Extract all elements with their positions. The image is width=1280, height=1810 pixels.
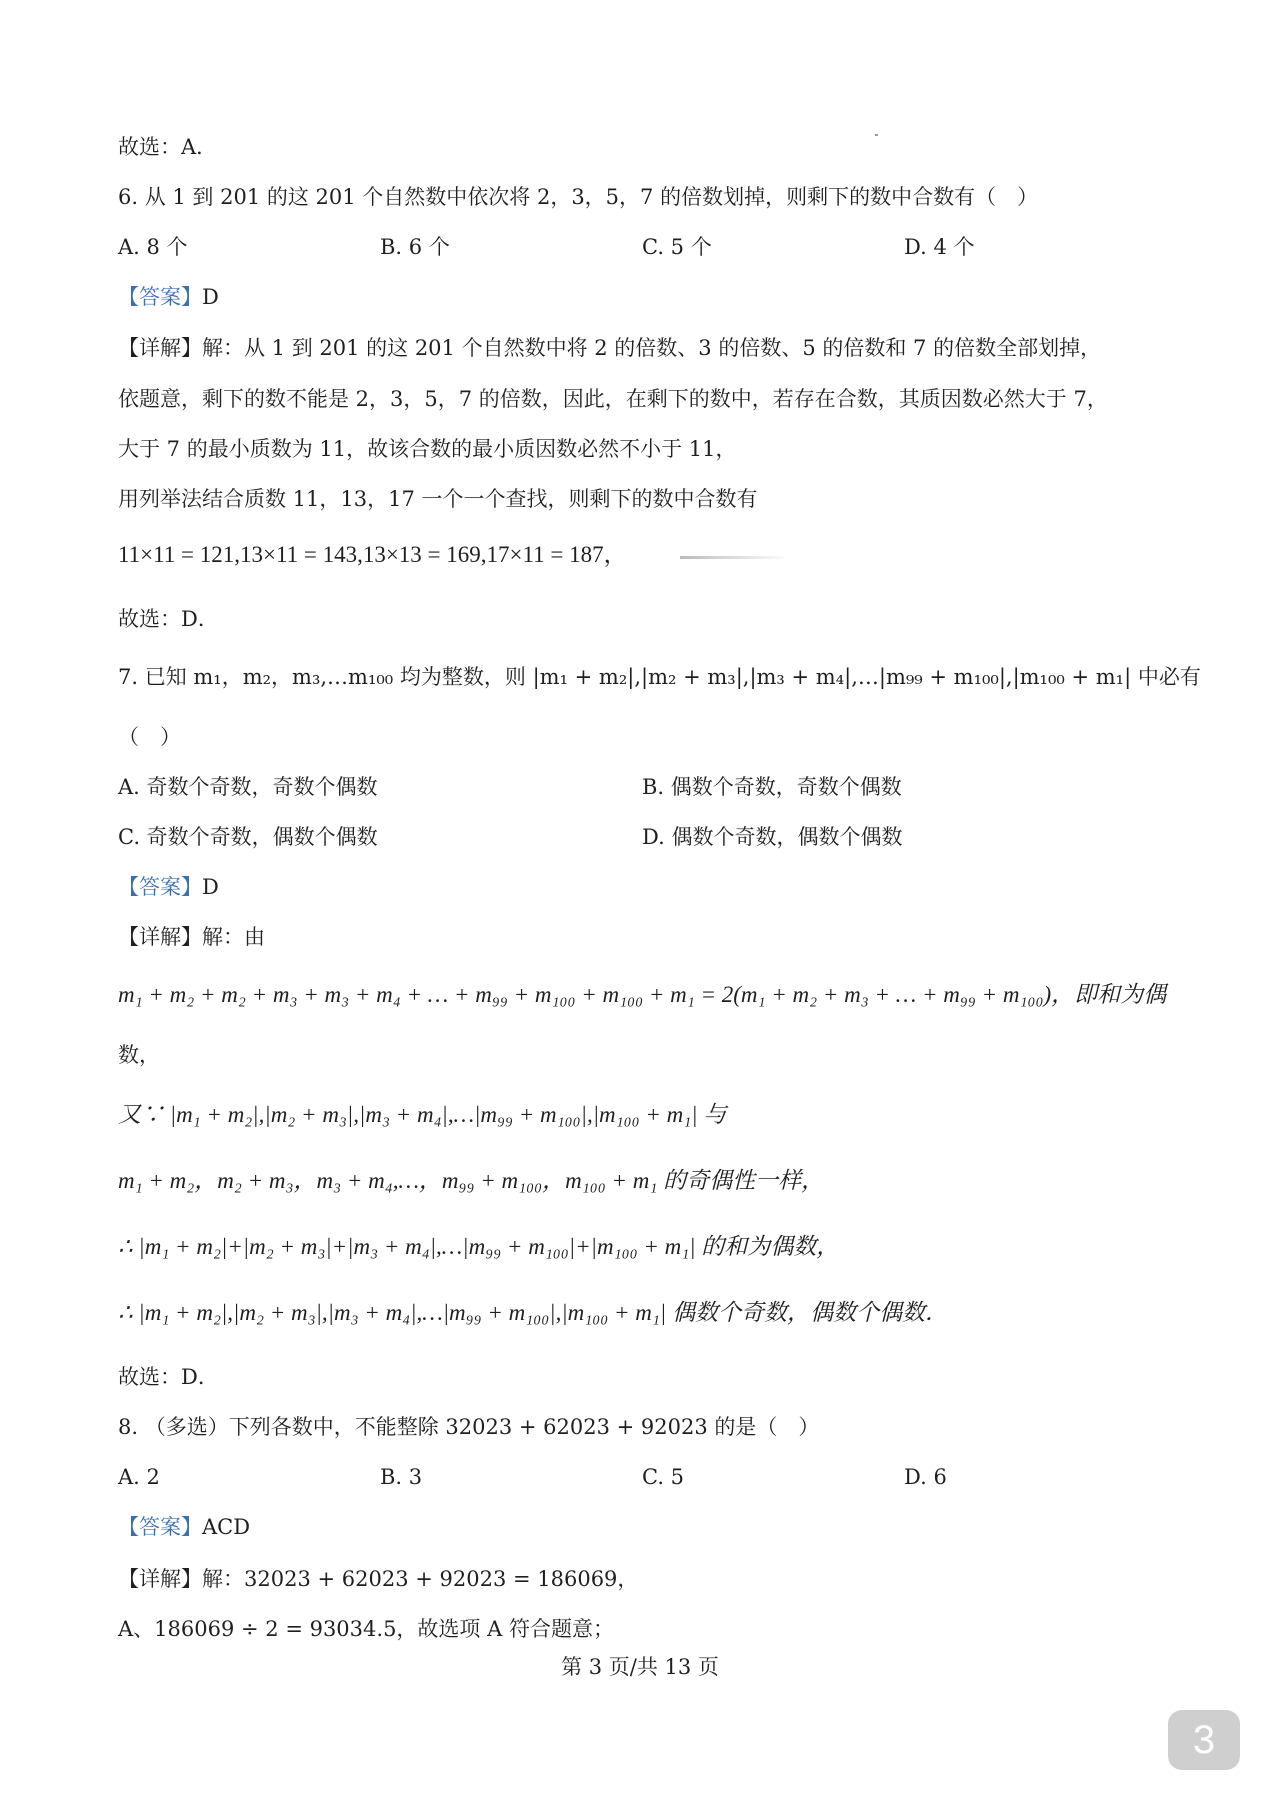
detail-text: 解：从 1 到 201 的这 201 个自然数中将 2 的倍数、3 的倍数、5 的倍数和 7 的倍数全部划掉，	[202, 336, 1102, 360]
question-7-text: 7. 已知 m₁，m₂，m₃,…m₁₀₀ 均为整数，则 |m₁ + m₂|,|m₂ + m₃|,|m₃ + m₄|,…|m₉₉ + m₁₀₀|,|m₁₀₀ + m₁| 中必有	[118, 665, 1201, 689]
q7-detail-5: m₁ + m₂，m₂ + m₃，m₃ + m₄,…，m₉₉ + m₁₀₀，m₁₀₀ + m₁ 的奇偶性一样，	[118, 1168, 825, 1193]
q7-paren: （ ）	[118, 725, 181, 749]
q7-option-d: D. 偶数个奇数，偶数个偶数	[642, 825, 903, 849]
q6-detail-4: 用列举法结合质数 11，13，17 一个一个查找，则剩下的数中合数有	[118, 487, 758, 511]
page-number-badge: 3	[1168, 1710, 1240, 1770]
answer-value: D	[202, 875, 219, 899]
answer-value: ACD	[202, 1515, 251, 1539]
faded-scan-mark	[680, 556, 790, 559]
q6-option-b: B. 6 个	[380, 235, 450, 259]
q6-option-a: A. 8 个	[118, 235, 188, 259]
detail-tag: 【详解】	[118, 336, 202, 360]
detail-tag: 【详解】	[118, 1567, 202, 1591]
q6-detail-1	[118, 333, 1101, 363]
q7-detail-6: ∴ |m₁ + m₂|+|m₂ + m₃|+|m₃ + m₄|,…|m₉₉ + m₁₀₀|+|m₁₀₀ + m₁| 的和为偶数，	[118, 1234, 840, 1259]
q6-option-c: C. 5 个	[642, 235, 712, 259]
q7-detail-4: 又∵ |m₁ + m₂|,|m₂ + m₃|,|m₃ + m₄|,…|m₉₉ + m₁₀₀|,|m₁₀₀ + m₁| 与	[118, 1102, 727, 1127]
answer-tag: 【答案】	[118, 875, 202, 899]
q7-pick: 故选：D．	[118, 1365, 219, 1389]
q7-detail-1	[118, 922, 265, 952]
q8-detail-2: A、186069 ÷ 2 = 93034.5，故选项 A 符合题意；	[118, 1617, 614, 1641]
q7-option-c: C. 奇数个奇数，偶数个偶数	[118, 825, 378, 849]
detail-text: 解：32023 + 62023 + 92023 = 186069，	[202, 1567, 639, 1591]
q7-detail-2-equation: m₁ + m₂ + m₂ + m₃ + m₃ + m₄ + … + m₉₉ + m₁₀₀ + m₁₀₀ + m₁ = 2(m₁ + m₂ + m₃ + … + m₉₉ + m₁₀₀)，即和为偶	[118, 982, 1167, 1007]
page-footer: 第 3 页/共 13 页	[561, 1655, 719, 1679]
q8-option-c: C. 5	[642, 1465, 685, 1489]
q8-detail-1	[118, 1564, 638, 1594]
q7-answer	[118, 872, 219, 902]
q6-option-d: D. 4 个	[904, 235, 975, 259]
q8-answer	[118, 1512, 250, 1542]
q8-option-d: D. 6	[904, 1465, 947, 1489]
q7-option-a: A. 奇数个奇数，奇数个偶数	[118, 775, 378, 799]
question-6-text: 6. 从 1 到 201 的这 201 个自然数中依次将 2，3，5，7 的倍数划掉，则剩下的数中合数有（ ）	[118, 185, 1039, 209]
answer-value: D	[202, 285, 219, 309]
detail-text: 解：由	[202, 925, 265, 949]
q8-option-a: A. 2	[118, 1465, 160, 1489]
detail-tag: 【详解】	[118, 925, 202, 949]
answer-tag: 【答案】	[118, 285, 202, 309]
answer-tag: 【答案】	[118, 1515, 202, 1539]
scan-speck	[875, 134, 878, 136]
q7-detail-3: 数，	[118, 1043, 160, 1067]
q6-detail-2: 依题意，剩下的数不能是 2，3，5，7 的倍数，因此，在剩下的数中，若存在合数，其质因数必然大于 7，	[118, 387, 1108, 411]
question-8-text: 8. （多选）下列各数中，不能整除 32023 + 62023 + 92023 的是（ ）	[118, 1415, 820, 1439]
q8-option-b: B. 3	[380, 1465, 423, 1489]
prev-answer-pick: 故选：A．	[118, 135, 218, 159]
q6-detail-3: 大于 7 的最小质数为 11，故该合数的最小质因数必然不小于 11，	[118, 437, 737, 461]
q7-option-b: B. 偶数个奇数，奇数个偶数	[642, 775, 902, 799]
q6-answer	[118, 282, 219, 312]
q6-pick: 故选：D．	[118, 607, 219, 631]
q7-detail-7: ∴ |m₁ + m₂|,|m₂ + m₃|,|m₃ + m₄|,…|m₉₉ + m₁₀₀|,|m₁₀₀ + m₁| 偶数个奇数，偶数个偶数．	[118, 1300, 948, 1325]
q6-detail-5-equation: 11×11 = 121,13×11 = 143,13×13 = 169,17×11 = 187，	[118, 542, 627, 567]
